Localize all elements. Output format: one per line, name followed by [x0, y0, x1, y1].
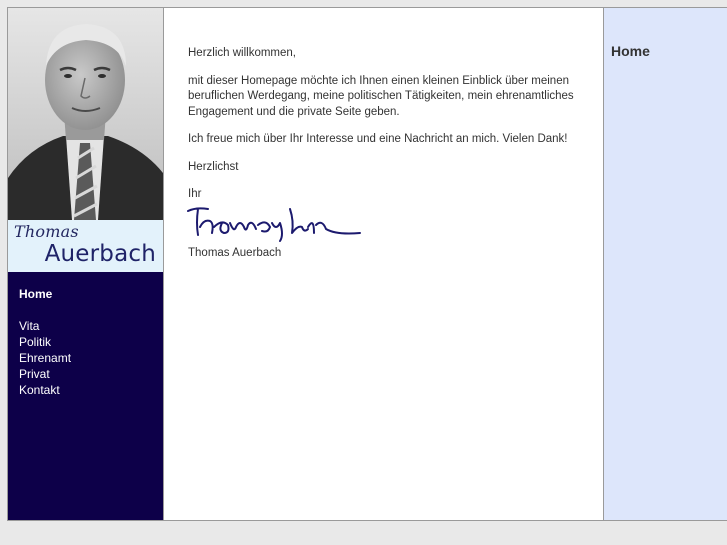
nav-item-home[interactable]: Home — [19, 287, 53, 301]
logo-last-name: Auerbach — [44, 241, 156, 267]
greeting: Herzlich willkommen, — [188, 47, 296, 59]
nav-item-vita[interactable]: Vita — [19, 319, 40, 333]
logo-first-name: Thomas — [14, 222, 79, 241]
ihr-text: Ihr — [188, 188, 202, 200]
main-content — [164, 8, 603, 520]
nav-item-politik[interactable]: Politik — [19, 335, 52, 349]
handwritten-signature — [186, 205, 366, 243]
main-navigation — [8, 272, 163, 398]
page-frame — [7, 7, 727, 521]
signature-name: Thomas Auerbach — [188, 246, 282, 259]
thanks-paragraph: Ich freue mich über Ihr Interesse und eine Nachricht an mich. Vielen Dank! — [188, 133, 568, 145]
nav-item-privat[interactable]: Privat — [19, 367, 50, 381]
nav-item-ehrenamt[interactable]: Ehrenamt — [19, 351, 72, 365]
nav-item-kontakt[interactable]: Kontakt — [19, 383, 60, 397]
intro-paragraph: mit dieser Homepage möchte ich Ihnen einen kleinen Einblick über meinen beruflichen Werdegang, meine politischen Tätigkeiten, mein ehrenamtliches Engagement und die private Seite geben. — [188, 74, 574, 118]
left-column — [8, 8, 164, 520]
closing-text: Herzlichst — [188, 160, 239, 173]
sidebar-title: Home — [611, 43, 650, 59]
portrait-photo — [8, 8, 163, 220]
name-logo — [8, 220, 163, 272]
right-sidebar — [603, 8, 727, 520]
